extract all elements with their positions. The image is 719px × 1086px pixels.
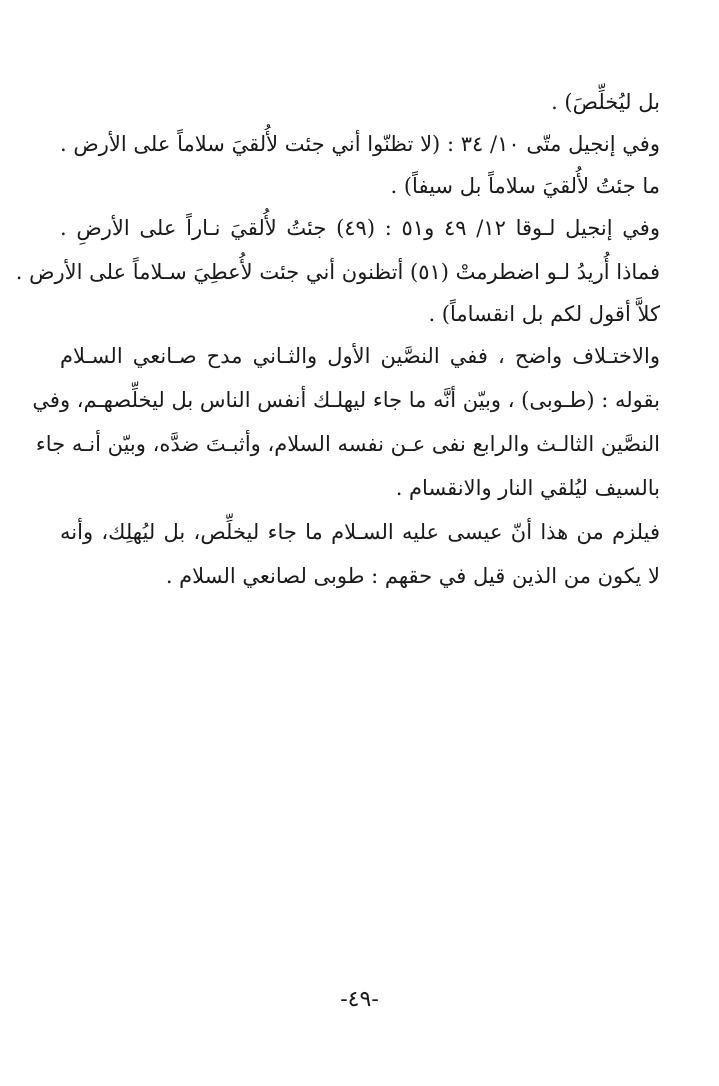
text-line-4: وفي إنجيل لـوقا ١٢/ ٤٩ و٥١ : (٤٩) جئتُ لأُلقيَ نـاراً على الأرضِ . bbox=[60, 216, 660, 240]
text-line-8: بقوله : (طـوبى) ، وبيّن أنَّه ما جاء ليهلـك أنفس الناس بل ليخلِّصهـم، وفي bbox=[32, 388, 660, 412]
text-line-3: ما جئتُ لأُلقيَ سلاماً بل سيفاً) . bbox=[390, 174, 660, 198]
text-line-2: وفي إنجيل متّى ١٠/ ٣٤ : (لا تظنّوا أني جئت لأُلقيَ سلاماً على الأرض . bbox=[60, 132, 660, 156]
text-line-6: كلاَّ أقول لكم بل انقساماً) . bbox=[428, 302, 660, 326]
text-line-9: النصَّين الثالـث والرابع نفى عـن نفسه السلام، وأثبـتَ ضدَّه، وبيّن أنـه جاء bbox=[35, 432, 660, 456]
text-line-10: بالسيف ليُلقي النار والانقسام . bbox=[395, 476, 660, 500]
text-line-7: والاختـلاف واضح ، ففي النصَّين الأول والثـاني مدح صـانعي السـلام bbox=[60, 344, 660, 368]
text-line-1: بل ليُخلِّصَ) . bbox=[551, 90, 660, 114]
text-line-12: لا يكون من الذين قيل في حقهم : طوبى لصانعي السلام . bbox=[165, 564, 660, 588]
text-line-5: فماذا أُريدُ لـو اضطرمتْ (٥١) أتظنون أني جئت لأُعطِيَ سـلاماً على الأرض . bbox=[15, 260, 660, 284]
text-line-11: فيلزم من هذا أنّ عيسى عليه السـلام ما جاء ليخلِّص، بل ليُهلِك، وأنه bbox=[60, 520, 660, 544]
page-number: -٤٩- bbox=[340, 987, 379, 1012]
